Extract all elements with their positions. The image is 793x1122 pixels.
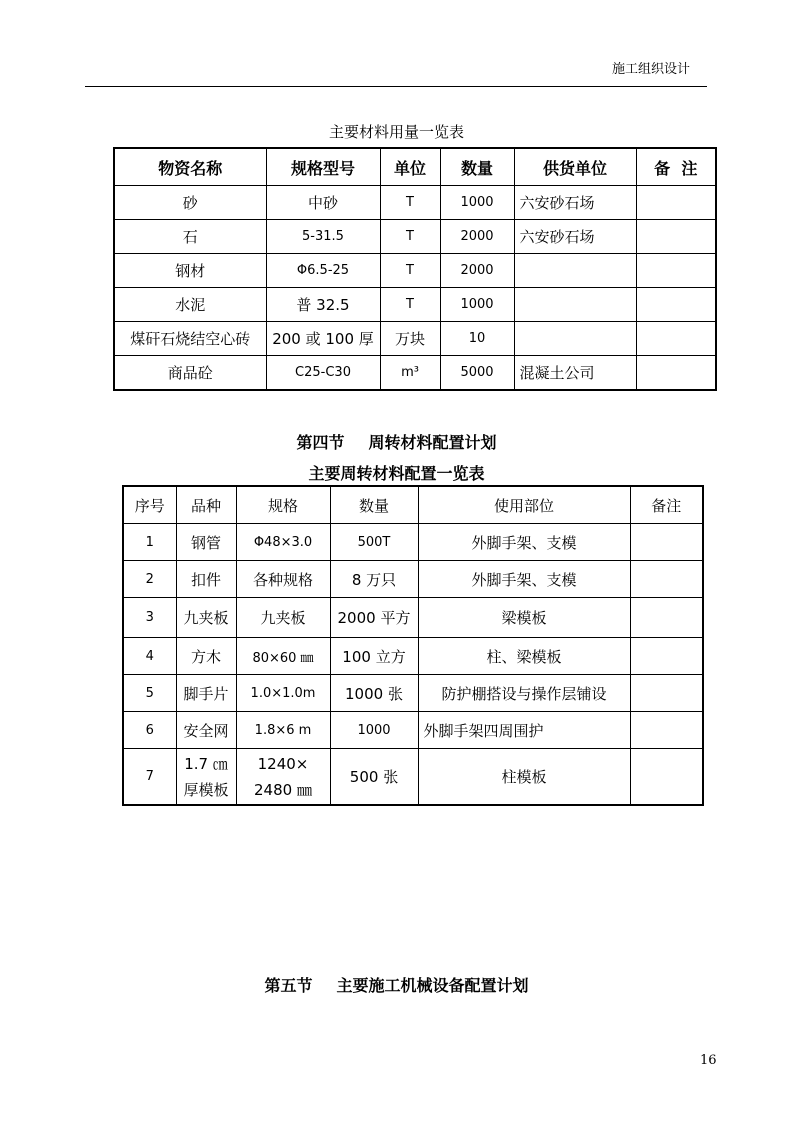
table-row bbox=[123, 561, 703, 598]
table-row bbox=[123, 598, 703, 638]
cell bbox=[514, 254, 636, 288]
cell: 商品砼 bbox=[114, 356, 266, 391]
cell: T bbox=[380, 288, 440, 322]
table-header-row bbox=[114, 148, 716, 186]
table-row bbox=[114, 186, 716, 220]
table-row bbox=[123, 638, 703, 675]
cell: 2000 平方 bbox=[330, 598, 418, 638]
cell: 混凝土公司 bbox=[514, 356, 636, 391]
cell: 砂 bbox=[114, 186, 266, 220]
col-header: 使用部位 bbox=[418, 486, 630, 524]
col-header: 序号 bbox=[123, 486, 176, 524]
col-header: 数量 bbox=[440, 148, 514, 186]
cell: 1.0×1.0m bbox=[236, 675, 330, 712]
cell: 六安砂石场 bbox=[514, 220, 636, 254]
header-rule bbox=[85, 86, 707, 87]
cell: 钢管 bbox=[176, 524, 236, 561]
cell: 外脚手架、支模 bbox=[418, 524, 630, 561]
col-header: 品种 bbox=[176, 486, 236, 524]
cell: 外脚手架、支模 bbox=[418, 561, 630, 598]
cell: 扣件 bbox=[176, 561, 236, 598]
cell: 2000 bbox=[440, 220, 514, 254]
cell: 1.8×6 m bbox=[236, 712, 330, 749]
table1-caption: 主要材料用量一览表 bbox=[328, 123, 464, 141]
cell: 1240× 2480 ㎜ bbox=[236, 749, 330, 806]
cell: 500 张 bbox=[330, 749, 418, 806]
cell: 2000 bbox=[440, 254, 514, 288]
cell: 1000 bbox=[440, 288, 514, 322]
cell bbox=[630, 598, 703, 638]
cell: T bbox=[380, 254, 440, 288]
cell: 3 bbox=[123, 598, 176, 638]
col-header: 供货单位 bbox=[514, 148, 636, 186]
cell: 1.7 ㎝ 厚模板 bbox=[176, 749, 236, 806]
cell bbox=[636, 322, 716, 356]
cell: 钢材 bbox=[114, 254, 266, 288]
cell: 普 32.5 bbox=[266, 288, 380, 322]
col-header: 规格型号 bbox=[266, 148, 380, 186]
table-row bbox=[114, 220, 716, 254]
cell: 100 立方 bbox=[330, 638, 418, 675]
cell bbox=[630, 638, 703, 675]
cell: 柱、梁模板 bbox=[418, 638, 630, 675]
cell bbox=[636, 288, 716, 322]
table-row bbox=[114, 356, 716, 391]
cell: 1000 bbox=[330, 712, 418, 749]
table-row bbox=[123, 749, 703, 806]
cell: 80×60 ㎜ bbox=[236, 638, 330, 675]
cell: 中砂 bbox=[266, 186, 380, 220]
cell: 煤矸石烧结空心砖 bbox=[114, 322, 266, 356]
cell bbox=[636, 186, 716, 220]
cell: 5 bbox=[123, 675, 176, 712]
cell bbox=[636, 220, 716, 254]
table-header-row bbox=[123, 486, 703, 524]
table-row bbox=[114, 254, 716, 288]
cell: 柱模板 bbox=[418, 749, 630, 806]
cell: 万块 bbox=[380, 322, 440, 356]
page-number: 16 bbox=[700, 1053, 717, 1068]
cell: T bbox=[380, 186, 440, 220]
cell: C25-C30 bbox=[266, 356, 380, 391]
cell: 外脚手架四周围护 bbox=[418, 712, 630, 749]
cell: 水泥 bbox=[114, 288, 266, 322]
cell bbox=[636, 254, 716, 288]
cell: 10 bbox=[440, 322, 514, 356]
cell: 九夹板 bbox=[176, 598, 236, 638]
table-row bbox=[114, 322, 716, 356]
materials-table bbox=[113, 147, 717, 391]
col-header: 规格 bbox=[236, 486, 330, 524]
turnover-materials-table bbox=[122, 485, 704, 806]
cell bbox=[636, 356, 716, 391]
table2-caption: 主要周转材料配置一览表 bbox=[308, 464, 485, 483]
cell bbox=[514, 322, 636, 356]
col-header: 备 注 bbox=[636, 148, 716, 186]
table-row bbox=[123, 675, 703, 712]
cell bbox=[630, 749, 703, 806]
cell bbox=[630, 675, 703, 712]
section4-heading bbox=[0, 430, 793, 453]
cell: 1000 bbox=[440, 186, 514, 220]
cell: Φ6.5-25 bbox=[266, 254, 380, 288]
cell bbox=[514, 288, 636, 322]
cell: 梁模板 bbox=[418, 598, 630, 638]
cell: m³ bbox=[380, 356, 440, 391]
col-header: 数量 bbox=[330, 486, 418, 524]
section4-number: 第四节 bbox=[296, 433, 345, 452]
cell: 500T bbox=[330, 524, 418, 561]
cell: 脚手片 bbox=[176, 675, 236, 712]
cell bbox=[630, 524, 703, 561]
cell: 安全网 bbox=[176, 712, 236, 749]
cell: 5-31.5 bbox=[266, 220, 380, 254]
table-row bbox=[123, 712, 703, 749]
cell: T bbox=[380, 220, 440, 254]
cell: 1 bbox=[123, 524, 176, 561]
cell: 2 bbox=[123, 561, 176, 598]
cell: 方木 bbox=[176, 638, 236, 675]
table-row bbox=[114, 288, 716, 322]
cell: 防护棚搭设与操作层铺设 bbox=[418, 675, 630, 712]
cell: 石 bbox=[114, 220, 266, 254]
col-header: 物资名称 bbox=[114, 148, 266, 186]
cell: 200 或 100 厚 bbox=[266, 322, 380, 356]
cell: 1000 张 bbox=[330, 675, 418, 712]
cell: 各种规格 bbox=[236, 561, 330, 598]
cell bbox=[630, 712, 703, 749]
cell: 六安砂石场 bbox=[514, 186, 636, 220]
header-title: 施工组织设计 bbox=[612, 62, 691, 77]
cell: Φ48×3.0 bbox=[236, 524, 330, 561]
section5-title: 主要施工机械设备配置计划 bbox=[336, 976, 529, 995]
table-row bbox=[123, 524, 703, 561]
cell: 8 万只 bbox=[330, 561, 418, 598]
section4-title: 周转材料配置计划 bbox=[368, 433, 497, 452]
col-header: 备注 bbox=[630, 486, 703, 524]
cell: 4 bbox=[123, 638, 176, 675]
cell bbox=[630, 561, 703, 598]
cell: 6 bbox=[123, 712, 176, 749]
col-header: 单位 bbox=[380, 148, 440, 186]
cell: 九夹板 bbox=[236, 598, 330, 638]
cell: 7 bbox=[123, 749, 176, 806]
section5-number: 第五节 bbox=[264, 976, 313, 995]
section5-heading bbox=[0, 973, 793, 996]
cell: 5000 bbox=[440, 356, 514, 391]
